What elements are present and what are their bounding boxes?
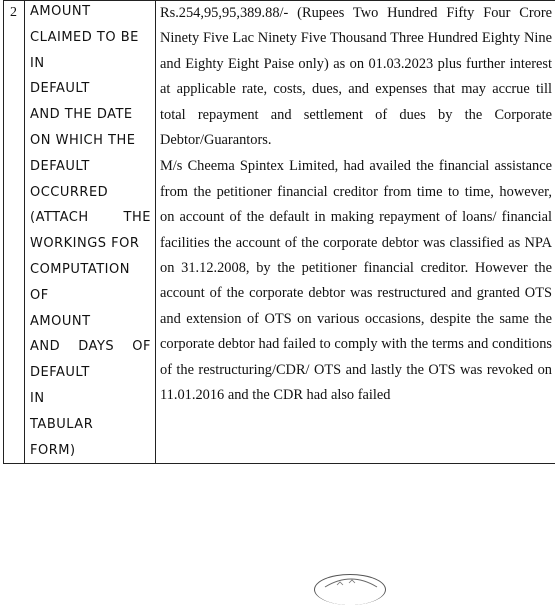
row-number: 2: [4, 1, 24, 23]
description-line: DEFAULT IN: [30, 360, 151, 412]
description-line: OCCURRED: [30, 180, 151, 206]
description-line: IN DEFAULT: [30, 51, 151, 103]
description-line: AND THE DATE: [30, 102, 151, 128]
description-cell: [25, 1, 156, 464]
description-line: FORM): [30, 438, 151, 464]
description-line: ON WHICH THE: [30, 128, 151, 154]
description-line: DEFAULT: [30, 154, 151, 180]
default-history-paragraph: M/s Cheema Spintex Limited, had availed the financial assistance from the petitioner financial creditor from time to time, however, on account of the default in making repayment of loans/ financial facilities the account of the corporate debtor was classified as NPA on 31.12.2008, by the petitioner financial creditor. However the account of the corporate debtor was restructured and granted OTS and extension of OTS on various occasions, despite the same the corporate debtor had failed to comply with the terms and conditions of the restructuring/CDR/ OTS and lastly the OTS was revoked on 11.01.2016 and the CDR had also failed: [160, 154, 552, 408]
description-line: OF AMOUNT: [30, 283, 151, 335]
row-number-cell: [4, 1, 25, 464]
table-row: [4, 1, 555, 464]
description-line: CLAIMED TO BE: [30, 25, 151, 51]
description-line: AND DAYS OF: [30, 334, 151, 360]
content-cell: [156, 1, 555, 464]
amount-paragraph: Rs.254,95,95,389.88/- (Rupees Two Hundred Fifty Four Crore Ninety Five Lac Ninety Five Thousand Three Hundred Eighty Nine and Eighty Eight Paise only) as on 01.03.2023 plus further interest at applicable rate, costs, dues, and expenses that may accrue till total repayment and settlement of dues by the Corporate Debtor/Guarantors.: [160, 1, 552, 153]
seal-icon: [315, 575, 387, 591]
row-content: [156, 1, 555, 409]
row-description: [25, 0, 155, 463]
description-line: WORKINGS FOR: [30, 231, 151, 257]
claim-table: [3, 0, 555, 464]
description-line: AMOUNT: [30, 0, 151, 25]
description-line: (ATTACH THE: [30, 205, 151, 231]
description-line: TABULAR: [30, 412, 151, 438]
seal-stamp: [314, 574, 386, 605]
description-line: COMPUTATION: [30, 257, 151, 283]
